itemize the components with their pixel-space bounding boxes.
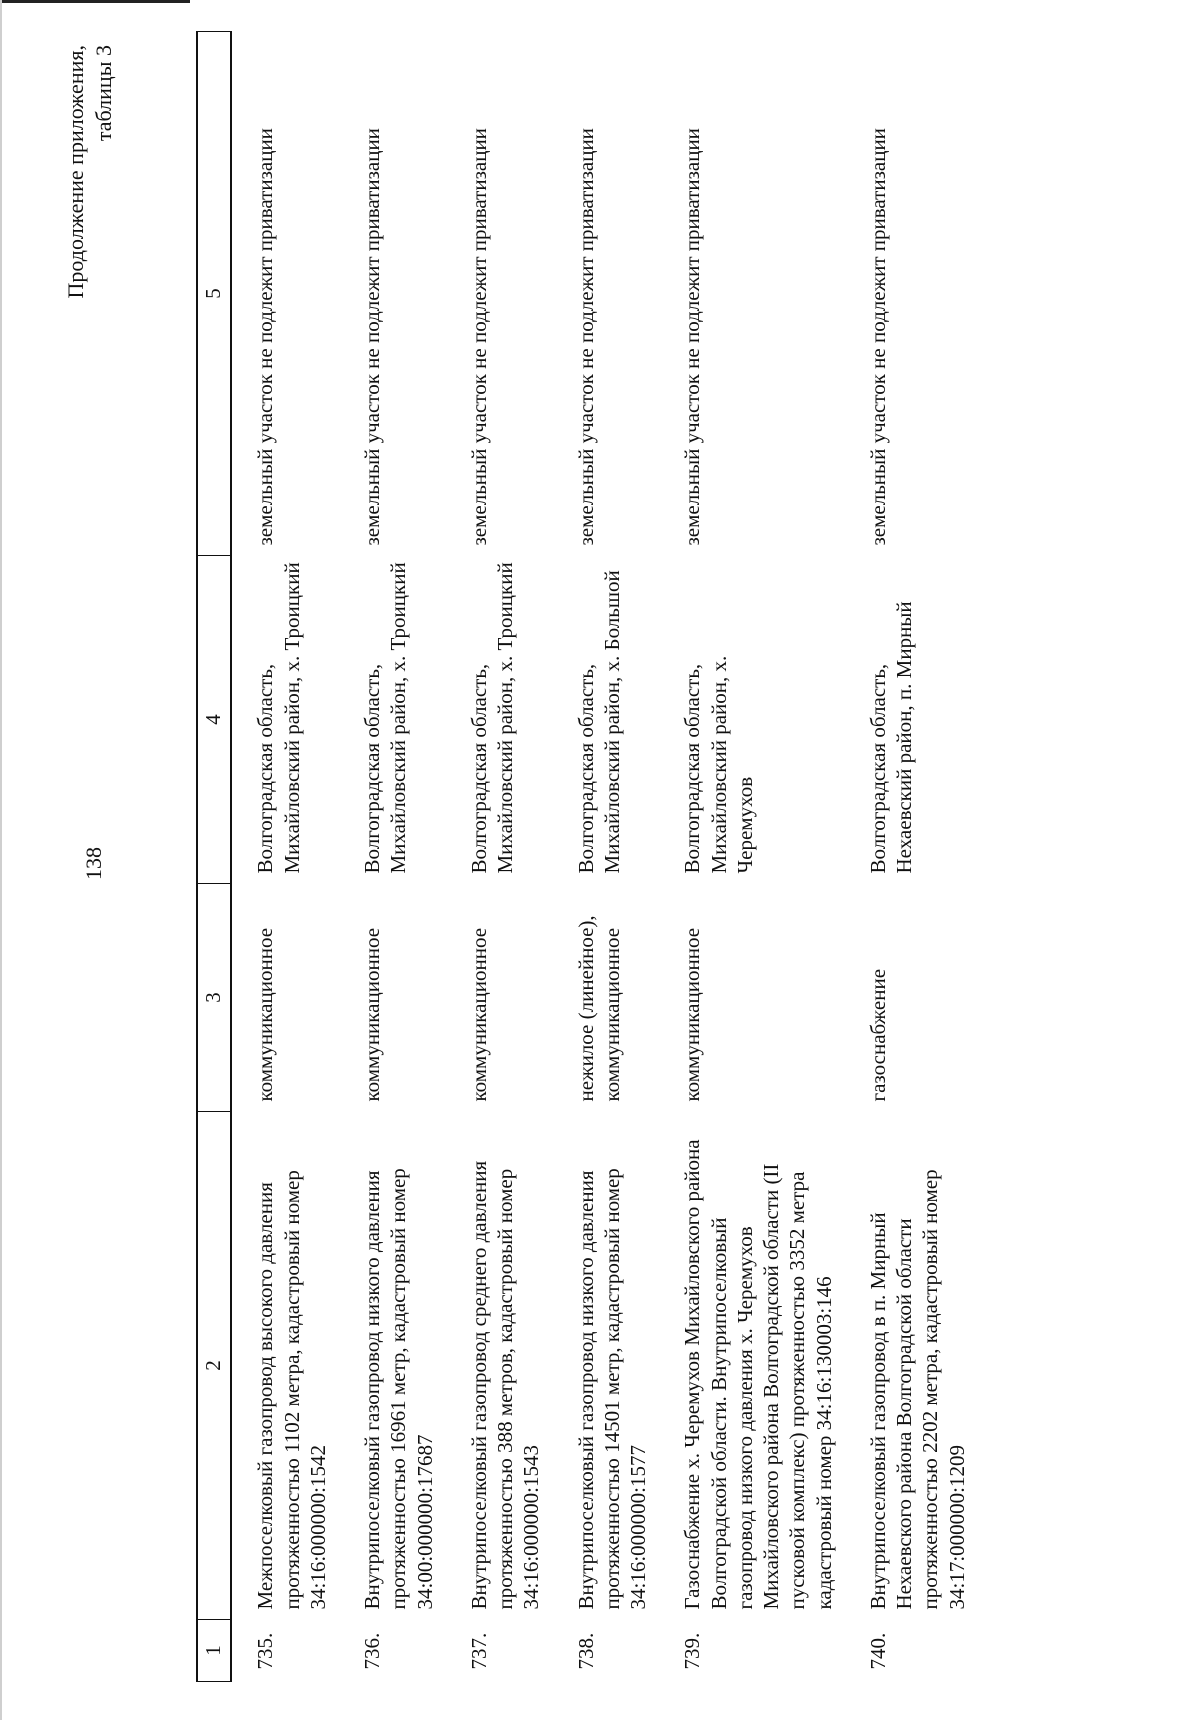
row-description: Внутрипоселковый газопровод среднего давления протяженностью 388 метров, кадастровый номер 34:16:000000:1543	[466, 1160, 544, 1610]
row-number: 735.	[253, 1632, 278, 1670]
row-description: Газоснабжение х. Черемухов Михайловского района Волгоградской области. Внутрипоселковый газопровод низкого давления х. Черемухов Михайловского района Волгоградской области (II пусковой комплекс) протяженностью 3352 метра кадастровый номер 34:16:130003:146	[680, 1139, 836, 1610]
header-col-4: 4	[197, 556, 231, 884]
registry-table	[196, 31, 992, 1682]
header-col-3: 3	[197, 884, 231, 1112]
row-purpose: коммуникационное	[360, 927, 384, 1102]
row-note: земельный участок не подлежит приватизации	[573, 128, 598, 546]
row-purpose: нежилое (линейное), коммуникационное	[573, 915, 624, 1102]
row-note: земельный участок не подлежит приватизации	[865, 128, 890, 546]
continuation-line-2: таблицы 3	[90, 45, 116, 142]
row-address: Волгоградская область, Михайловский район, х. Троицкий	[466, 562, 517, 874]
row-number: 738.	[573, 1632, 598, 1670]
row-description: Межпоселковый газопровод высокого давления протяженностью 1102 метра, кадастровый номер 34:16:000000:1542	[253, 1170, 330, 1610]
row-description: Внутрипоселковый газопровод низкого давления протяженностью 14501 метр, кадастровый номер 34:16:000000:1577	[573, 1168, 650, 1610]
header-col-1: 1	[197, 1620, 231, 1682]
table-row	[353, 32, 460, 1682]
row-number: 740.	[865, 1632, 890, 1670]
row-number: 739.	[680, 1632, 705, 1670]
row-number: 737.	[466, 1632, 491, 1670]
table-row	[460, 32, 567, 1682]
row-note: земельный участок не подлежит приватизации	[680, 128, 705, 546]
row-number: 736.	[360, 1632, 384, 1670]
continuation-heading	[62, 45, 117, 355]
row-address: Волгоградская область, Михайловский район, х. Троицкий	[253, 562, 304, 874]
row-address: Волгоградская область, Михайловский район, х. Черемухов	[680, 655, 757, 874]
row-note: земельный участок не подлежит приватизации	[253, 128, 278, 546]
page-number: 138	[81, 847, 106, 880]
table-row	[567, 32, 674, 1682]
row-address: Волгоградская область, Михайловский район, х. Большой	[573, 570, 624, 874]
continuation-line-1: Продолжение приложения,	[63, 45, 88, 299]
table-spacer	[231, 32, 246, 1682]
table-row	[673, 32, 859, 1682]
table-row	[246, 32, 353, 1682]
table-row	[859, 32, 992, 1682]
header-col-2: 2	[197, 1112, 231, 1620]
row-note: земельный участок не подлежит приватизации	[466, 128, 491, 546]
row-address: Волгоградская область, Нехаевский район, п. Мирный	[865, 601, 916, 874]
row-address: Волгоградская область, Михайловский район, х. Троицкий	[360, 562, 411, 874]
header-col-5: 5	[197, 32, 231, 556]
row-description: Внутрипоселковый газопровод низкого давления протяженностью 16961 метр, кадастровый номер 34:00:000000:17687	[360, 1168, 437, 1610]
row-purpose: газоснабжение	[865, 968, 890, 1102]
row-note: земельный участок не подлежит приватизации	[360, 128, 384, 546]
row-description: Внутрипоселковый газопровод в п. Мирный Нехаевского района Волгоградской области протяженностью 2202 метра, кадастровый номер 34:17:000000:1209	[865, 1169, 969, 1610]
row-purpose: коммуникационное	[253, 927, 278, 1102]
row-purpose: коммуникационное	[466, 927, 491, 1102]
table-header-row	[197, 32, 231, 1682]
row-purpose: коммуникационное	[680, 927, 705, 1102]
